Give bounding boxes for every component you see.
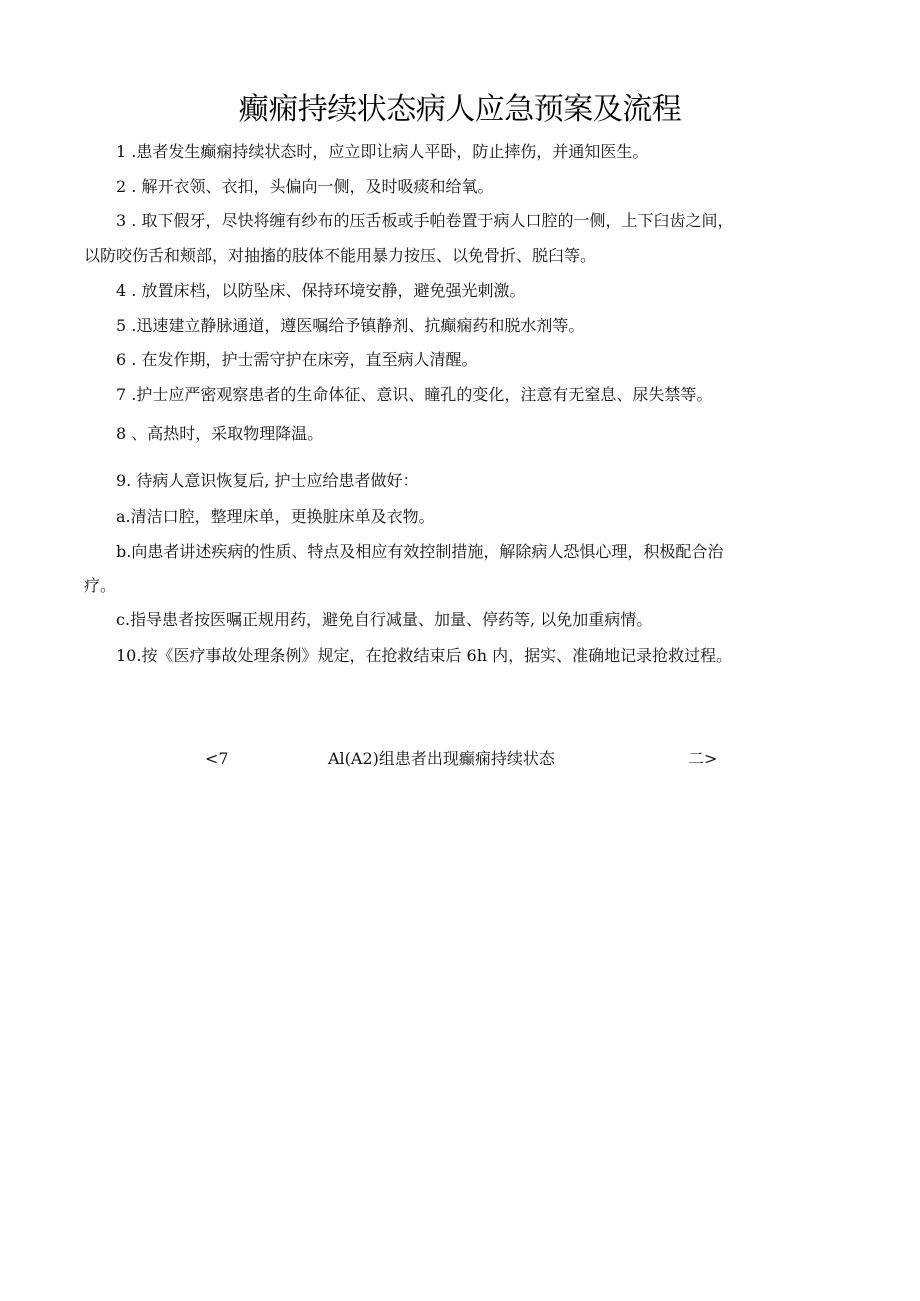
- item-9: 9. 待病人意识恢复后, 护士应给患者做好：: [116, 471, 419, 490]
- item-9b-line-2: 疗。: [84, 576, 117, 595]
- flow-right-marker: 二>: [688, 749, 718, 768]
- item-1: 1 .患者发生癫痫持续状态时，应立即让病人平卧，防止摔伤，并通知医生。: [116, 142, 649, 161]
- document-title: 癫痫持续状态病人应急预案及流程: [238, 92, 682, 127]
- item-7: 7 .护士应严密观察患者的生命体征、意识、瞳孔的变化，注意有无窒息、尿失禁等。: [116, 385, 713, 404]
- flow-start-step: Al(A2)组患者出现癫痫持续状态: [328, 749, 555, 768]
- item-9a: a.清洁口腔，整理床单，更换脏床单及衣物。: [116, 507, 435, 526]
- item-2: 2 . 解开衣领、衣扣，头偏向一侧，及时吸痰和给氧。: [116, 177, 494, 196]
- item-3-line-1: 3 . 取下假牙，尽快将缠有纱布的压舌板或手帕卷置于病人口腔的一侧，上下臼齿之间，: [116, 211, 734, 230]
- item-6: 6 . 在发作期，护士需守护在床旁，直至病人清醒。: [116, 350, 478, 369]
- item-5: 5 .迅速建立静脉通道，遵医嘱给予镇静剂、抗癫痫药和脱水剂等。: [116, 316, 585, 335]
- flow-left-marker: <7: [205, 749, 229, 768]
- item-10: 10.按《医疗事故处理条例》规定，在抢救结束后 6h 内，据实、准确地记录抢救过程。: [116, 646, 733, 665]
- item-4: 4 . 放置床档，以防坠床、保持环境安静，避免强光刺激。: [116, 281, 526, 300]
- item-9c: c.指导患者按医嘱正规用药，避免自行减量、加量、停药等, 以免加重病情。: [116, 610, 653, 629]
- item-8: 8 、高热时，采取物理降温。: [116, 424, 324, 443]
- item-9b-line-1: b.向患者讲述疾病的性质、特点及相应有效控制措施，解除病人恐惧心理，积极配合治: [116, 542, 724, 561]
- item-3-line-2: 以防咬伤舌和颊部，对抽搐的肢体不能用暴力按压、以免骨折、脱臼等。: [84, 246, 597, 265]
